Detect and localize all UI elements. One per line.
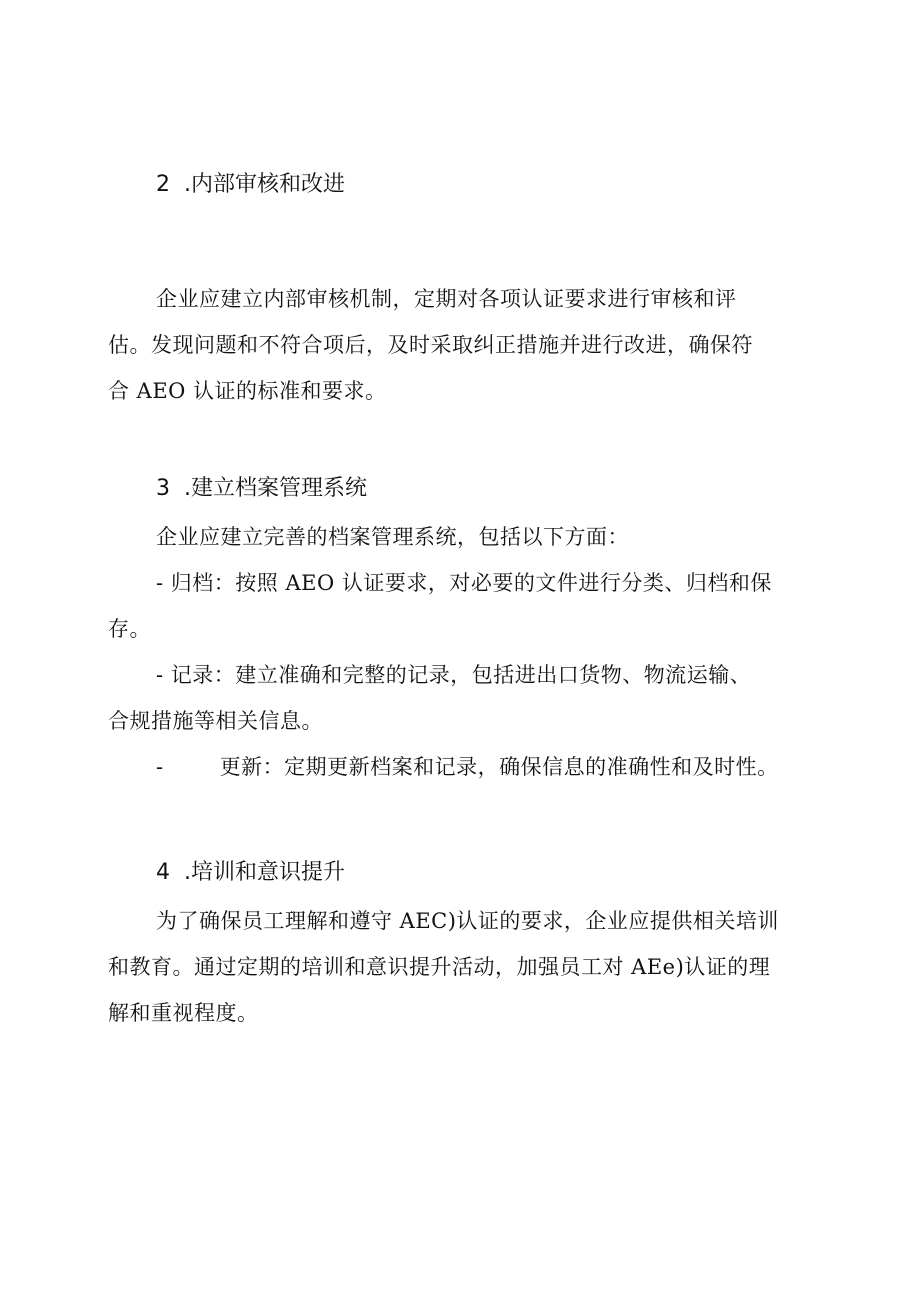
- list-item-update: [108, 744, 808, 790]
- list-item-archive: - 归档：按照 AEO 认证要求，对必要的文件进行分类、归档和保: [156, 571, 772, 595]
- section-3-number: 3: [156, 476, 170, 501]
- list-item-record: - 记录：建立准确和完整的记录，包括进出口货物、物流运输、: [156, 663, 752, 687]
- section-3-heading: [156, 474, 367, 504]
- list-item-archive-cont: 存。: [108, 617, 151, 641]
- section-2-heading: [156, 170, 345, 200]
- section-2-number: 2: [156, 172, 170, 197]
- section-2-title: .内部审核和改进: [184, 172, 345, 197]
- section-3-intro: 企业应建立完善的档案管理系统，包括以下方面：: [156, 525, 629, 549]
- paragraph-line: 合 AEO 认证的标准和要求。: [108, 379, 387, 403]
- list-item-record-cont: 合规措施等相关信息。: [108, 709, 323, 733]
- paragraph-line: 企业应建立内部审核机制，定期对各项认证要求进行审核和评: [156, 287, 737, 311]
- section-4-heading: [156, 858, 345, 888]
- paragraph-line: 为了确保员工理解和遵守 AEC)认证的要求，企业应提供相关培训: [156, 909, 779, 933]
- paragraph-line: 和教育。通过定期的培训和意识提升活动，加强员工对 AEe)认证的理: [108, 955, 771, 979]
- section-4-number: 4: [156, 860, 170, 885]
- paragraph-line: 解和重视程度。: [108, 1001, 259, 1025]
- list-item-update-text: 更新：定期更新档案和记录，确保信息的准确性和及时性。: [219, 755, 779, 779]
- section-2-paragraph: [108, 276, 808, 414]
- section-3-title: .建立档案管理系统: [184, 476, 367, 501]
- section-4-paragraph: [108, 898, 808, 1036]
- section-4-title: .培训和意识提升: [184, 860, 345, 885]
- list-item-update-dash: -: [156, 755, 164, 779]
- paragraph-line: 估。发现问题和不符合项后，及时采取纠正措施并进行改进，确保符: [108, 333, 753, 357]
- section-3-body: [108, 514, 808, 790]
